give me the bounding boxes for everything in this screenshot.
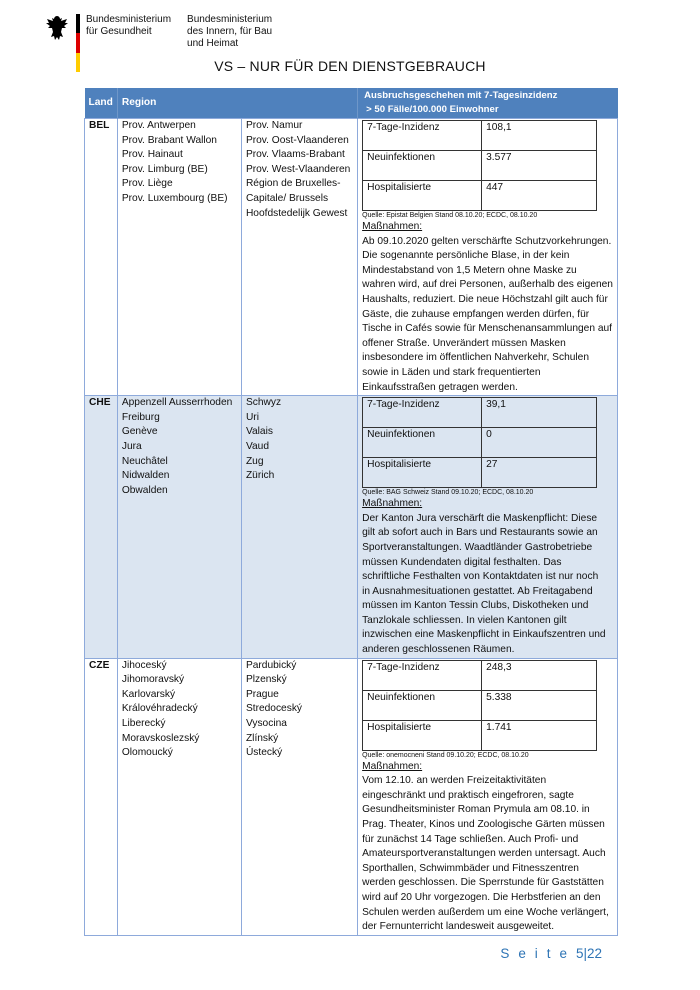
- measures-text-line: Haushalts, reduziert. Die neue Höchstzahl gilt auch für: [362, 293, 608, 305]
- measures-text-line: eingeschränkt und praktisch eingefroren, sagte: [362, 789, 574, 801]
- stat-label: Neuinfektionen: [363, 151, 482, 181]
- column-header-outbreak-line1: Ausbruchsgeschehen mit 7-Tagesinzidenz: [364, 90, 558, 101]
- region-name: Zug: [245, 455, 264, 467]
- measures-text-line: Amateursportveranstaltungen werden untersagt. Auch: [362, 848, 606, 860]
- stats-row: [363, 181, 597, 211]
- data-source: Quelle: BAG Schweiz Stand 09.10.20; ECDC, 08.10.20: [362, 489, 534, 497]
- measures-heading: Maßnahmen:: [362, 760, 423, 772]
- stats-table: [362, 397, 597, 488]
- measures-text-line: Prag. Theater, Kinos und Zoologische Gärten müssen: [362, 819, 605, 831]
- measures-text-line: Sportveranstaltungen. Waadtländer Gastrobetriebe: [362, 541, 593, 553]
- stat-value: 108,1: [482, 121, 597, 151]
- outbreak-table: [84, 88, 618, 936]
- region-name: Neuchâtel: [121, 455, 168, 467]
- region-name: Prov. Namur: [245, 120, 303, 131]
- measures-text-line: sowie in Läden und stark frequentierten: [362, 366, 541, 378]
- stat-value: 3.577: [482, 151, 597, 181]
- measures-text-line: Vom 12.10. an werden Freizeitaktivitäten: [362, 775, 547, 787]
- region-name: Královéhradecký: [121, 703, 198, 715]
- measures-text-line: Tanzlokale schliessen. In vielen Kantonen gilt: [362, 614, 567, 626]
- stat-label: Neuinfektionen: [363, 690, 482, 720]
- region-name: Jihomoravský: [121, 674, 185, 686]
- stat-label: Hospitalisierte: [363, 458, 482, 488]
- stat-label: 7-Tage-Inzidenz: [363, 398, 482, 428]
- outbreak-info: [358, 658, 618, 935]
- region-name: Hoofdstedelijk Gewest: [245, 207, 348, 219]
- region-name: Olomoucký: [121, 747, 173, 759]
- table-row: [85, 119, 618, 396]
- page-footer: [500, 946, 602, 961]
- measures-text-line: wird auf 20 Uhr vorgezogen. Die Herbstferien an den: [362, 892, 601, 903]
- measures-text-line: Tische in Cafés sowie für Menschenansammlungen auf: [362, 323, 613, 335]
- table-row: [85, 396, 618, 659]
- measures-text-line: Schulen werden außerdem um eine Woche verlängert,: [362, 906, 609, 918]
- measures-text-line: Einkaufsstraßen getragen werden.: [362, 381, 518, 393]
- measures-text-line: für zunächst 14 Tage schließen. Auch Profi- und: [362, 833, 579, 845]
- page-label: S e i t e: [500, 946, 570, 961]
- region-name: Jura: [121, 440, 142, 452]
- region-name: Appenzell Ausserrhoden: [121, 397, 233, 409]
- stats-row: [363, 660, 597, 690]
- region-list-right: [241, 396, 357, 659]
- outbreak-info: [358, 396, 618, 659]
- region-list-right: [241, 658, 357, 935]
- region-list-left: [117, 396, 241, 659]
- region-name: Prov. Antwerpen: [121, 120, 196, 131]
- ministry-interior-line: des Innern, für Bau: [187, 26, 273, 37]
- region-name: Prov. Vlaams-Brabant: [245, 149, 345, 161]
- region-name: Ústecký: [245, 747, 283, 759]
- region-name: Genève: [121, 426, 158, 438]
- measures-text-line: Gesundheitsminister Roman Prymula am 08.10. in: [362, 804, 590, 816]
- stat-value: 5.338: [482, 690, 597, 720]
- region-name: Jihoceský: [121, 659, 167, 671]
- page-number: 5: [575, 946, 584, 961]
- column-header-region: Region: [117, 88, 357, 119]
- measures-text-line: schriftliche Festhalten von Kontaktdaten ist nur noch: [362, 571, 599, 583]
- column-header-land: Land: [85, 88, 118, 119]
- stats-row: [363, 121, 597, 151]
- measures-heading: Maßnahmen:: [362, 498, 423, 510]
- region-list-left: [117, 658, 241, 935]
- federal-eagle-icon: [44, 14, 70, 42]
- column-header-outbreak-line2: > 50 Fälle/100.000 Einwohner: [366, 104, 499, 115]
- stats-row: [363, 720, 597, 750]
- measures-text-line: inzwischen eine Maskenpflicht in Einkaufszentren und: [362, 629, 606, 641]
- country-code: CZE: [85, 658, 118, 935]
- ministry-interior-line: und Heimat: [187, 38, 239, 49]
- region-name: Zlínský: [245, 732, 279, 744]
- measures-text-line: insbesondere im öffentlichen Nahverkehr, Schulen: [362, 352, 589, 364]
- measures-text-line: gilt ab sofort auch in Bars und Restaurants sowie an: [362, 527, 598, 539]
- measures-text-line: Ab 09.10.2020 gelten verschärfte Schutzvorkehrungen.: [362, 235, 612, 247]
- stat-label: 7-Tage-Inzidenz: [363, 121, 482, 151]
- region-list-left: [117, 119, 241, 396]
- region-name: Schwyz: [245, 397, 282, 409]
- measures-text-line: Sporthallen, Schwimmbäder und Fitnesszentren: [362, 862, 579, 874]
- measures-text-line: werden geschlossen. Die Sperrstunde für Gaststätten: [362, 877, 604, 889]
- measures-text-line: anderen geschlossenen Räumen.: [362, 644, 515, 656]
- region-name: Freiburg: [121, 411, 160, 423]
- region-name: Prov. Limburg (BE): [121, 163, 208, 175]
- stats-table: [362, 120, 597, 211]
- stat-label: Hospitalisierte: [363, 181, 482, 211]
- ministry-health-line: Bundesministerium: [86, 14, 172, 25]
- stat-value: 248,3: [482, 660, 597, 690]
- stat-value: 0: [482, 428, 597, 458]
- measures-text-line: Der Kanton Jura verschärft die Maskenpflicht: Diese: [362, 512, 598, 524]
- stat-value: 27: [482, 458, 597, 488]
- stat-label: Neuinfektionen: [363, 428, 482, 458]
- region-name: Prov. Hainaut: [121, 149, 183, 161]
- region-name: Prague: [245, 688, 279, 700]
- region-name: Karlovarský: [121, 688, 176, 700]
- stat-label: 7-Tage-Inzidenz: [363, 660, 482, 690]
- region-name: Moravskoslezský: [121, 732, 200, 744]
- region-name: Prov. Brabant Wallon: [121, 134, 217, 146]
- stat-value: 447: [482, 181, 597, 211]
- stats-row: [363, 458, 597, 488]
- ministry-health-line: für Gesundheit: [86, 26, 152, 37]
- region-name: Prov. Luxembourg (BE): [121, 192, 228, 204]
- measures-text-line: in Ausnahmesituationen gestattet. Ab Freitagabend: [362, 585, 593, 597]
- page-total: 22: [586, 946, 602, 961]
- measures-heading: Maßnahmen:: [362, 221, 423, 232]
- region-name: Valais: [245, 426, 273, 438]
- region-name: Vaud: [245, 440, 269, 452]
- stats-row: [363, 151, 597, 181]
- region-name: Uri: [245, 411, 259, 423]
- region-name: Prov. West-Vlaanderen: [245, 163, 351, 175]
- measures-text-line: der Fernunterricht landesweit ausgeweitet.: [362, 921, 555, 933]
- data-source: Quelle: onemocneni Stand 09.10.20; ECDC, 08.10.20: [362, 751, 529, 759]
- region-name: Stredoceský: [245, 703, 303, 715]
- measures-text-line: müssen Kundendaten digital festhalten. Das: [362, 556, 562, 568]
- region-name: Nidwalden: [121, 470, 170, 482]
- region-name: Liberecký: [121, 718, 166, 730]
- measures-text-line: Mindestabstand von 1,5 Metern ohne Maske zu: [362, 264, 577, 276]
- stat-value: 1.741: [482, 720, 597, 750]
- stat-label: Hospitalisierte: [363, 720, 482, 750]
- region-name: Prov. Liège: [121, 178, 173, 190]
- data-source: Quelle: Epistat Belgien Stand 08.10.20; ECDC, 08.10.20: [362, 212, 538, 219]
- classification-title: VS – NUR FÜR DEN DIENSTGEBRAUCH: [214, 58, 486, 74]
- measures-text-line: offener Straße. Unverändert müssen Masken: [362, 337, 566, 349]
- column-header-outbreak: [358, 88, 618, 119]
- region-name: Pardubický: [245, 659, 297, 671]
- region-name: Zürich: [245, 470, 275, 482]
- region-name: Vysocina: [245, 718, 287, 730]
- ministry-interior-line: Bundesministerium: [187, 14, 273, 25]
- stats-row: [363, 428, 597, 458]
- region-name: Région de Bruxelles-: [245, 178, 341, 190]
- country-code: CHE: [85, 396, 118, 659]
- region-list-right: [241, 119, 357, 396]
- measures-text-line: wahren wird, auf drei Personen, außerhalb des eigenen: [362, 279, 613, 291]
- country-code: BEL: [85, 119, 118, 396]
- region-name: Plzenský: [245, 674, 287, 686]
- region-name: Prov. Oost-Vlaanderen: [245, 134, 349, 146]
- page-separator: |: [583, 946, 587, 961]
- outbreak-info: [358, 119, 618, 396]
- stats-table: [362, 660, 597, 751]
- measures-text-line: Die sogenannte persönliche Blase, in der kein: [362, 250, 570, 262]
- stats-row: [363, 690, 597, 720]
- region-name: Capitale/ Brussels: [245, 192, 329, 204]
- table-row: [85, 658, 618, 935]
- region-name: Obwalden: [121, 484, 168, 496]
- measures-text-line: Gäste, die zuhause empfangen werden dürfen, für: [362, 308, 590, 320]
- measures-text-line: müssen im Kanton Tessin Clubs, Diskotheken und: [362, 600, 589, 612]
- stats-row: [363, 398, 597, 428]
- stat-value: 39,1: [482, 398, 597, 428]
